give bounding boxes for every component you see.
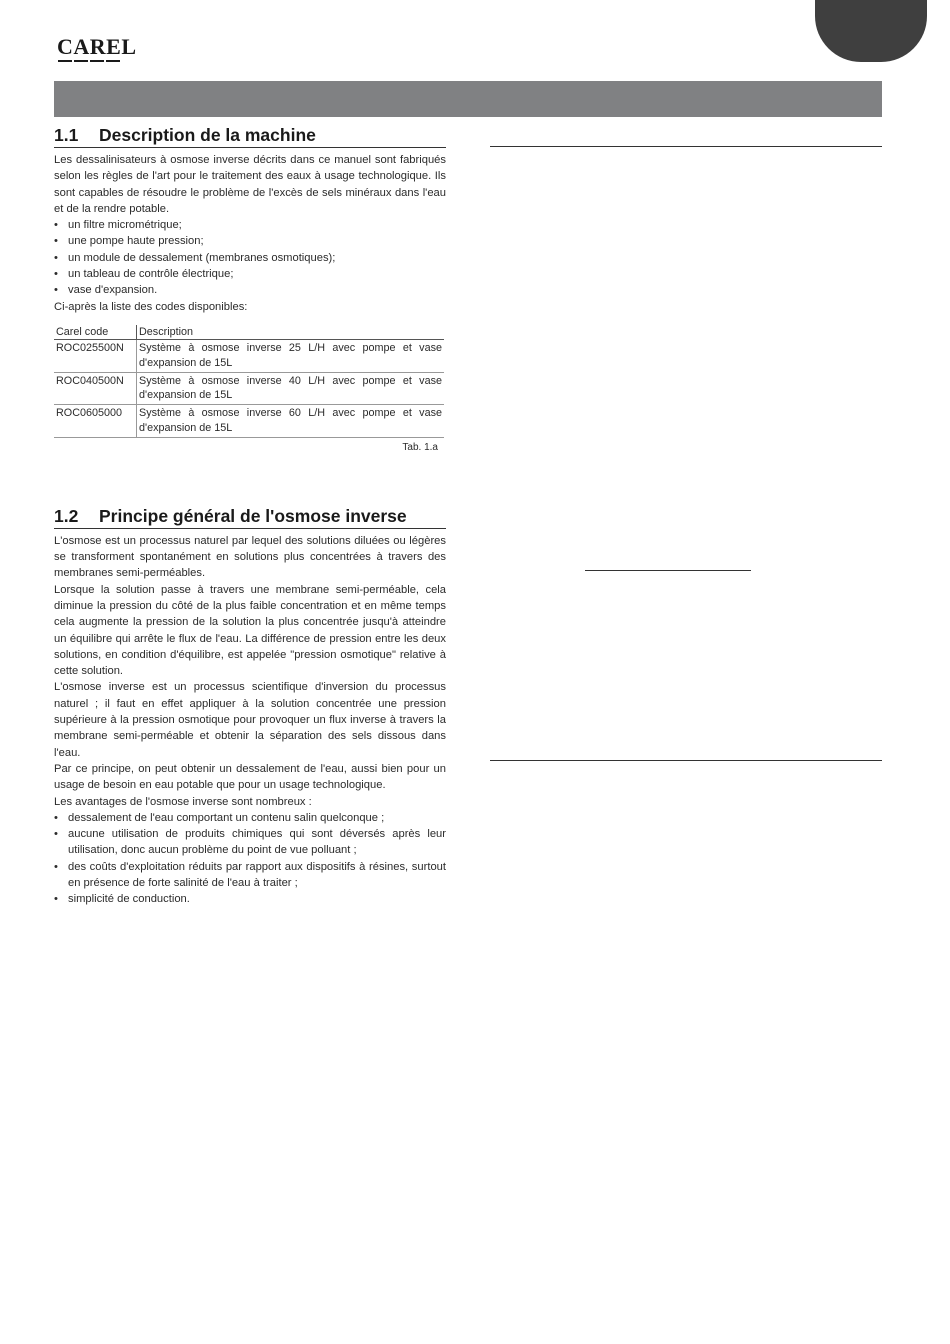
advantages-list [54, 810, 446, 908]
right-column-top-rule [490, 146, 882, 147]
table-cell-code: ROC040500N [54, 372, 137, 405]
list-item: • un module de dessalement (membranes osmotiques); [54, 250, 446, 266]
table-cell-code: ROC025500N [54, 339, 137, 372]
paragraph: L'osmose inverse est un processus scientifique d'inversion du processus naturel ; il faut en effet appliquer à la solution concentrée une pression supérieure à la pression osmotique pour provoquer un flux inverse à travers la membrane semi-perméable et obtenir la séparation des sels dissous dans l'eau. [54, 681, 446, 759]
section-number: 1.1 [54, 125, 79, 145]
section-1-2 [54, 505, 446, 908]
section-1-1-intro: Les dessalinisateurs à osmose inverse décrits dans ce manuel sont fabriqués selon les règles de l'art pour le traitement des eaux à usage technologique. Ils sont capables de résoudre le problème de l'excès de sels minéraux dans l'eau et de la rendre potable. [54, 154, 446, 215]
table-cell-code: ROC0605000 [54, 405, 137, 438]
table-row [54, 339, 444, 372]
right-column-bottom-rule [490, 760, 882, 761]
list-item: • une pompe haute pression; [54, 233, 446, 249]
list-item: • dessalement de l'eau comportant un contenu salin quelconque ; [54, 810, 446, 826]
table-row [54, 405, 444, 438]
list-item: • un tableau de contrôle électrique; [54, 266, 446, 282]
section-1-1-heading [54, 124, 446, 148]
list-item: • aucune utilisation de produits chimiques qui sont déversés après leur utilisation, donc aucun problème du point de vue polluant ; [54, 826, 446, 859]
list-item: • des coûts d'exploitation réduits par rapport aux dispositifs à résines, surtout en présence de forte salinité de l'eau à traiter ; [54, 859, 446, 892]
paragraph: Les avantages de l'osmose inverse sont nombreux : [54, 795, 312, 808]
table-caption: Tab. 1.a [402, 441, 438, 453]
list-item: • un filtre micrométrique; [54, 217, 446, 233]
chapter-corner-tab [815, 0, 927, 62]
left-column [54, 124, 446, 908]
section-1-2-heading [54, 505, 446, 529]
paragraph: Par ce principe, on peut obtenir un dessalement de l'eau, aussi bien pour un usage de besoin en eau potable que pour un usage technologique. [54, 762, 446, 792]
table-header-code: Carel code [54, 325, 137, 340]
table-header-description: Description [137, 325, 445, 340]
section-title-text: Description de la machine [99, 125, 316, 145]
logo-underline [58, 60, 122, 62]
list-item: • simplicité de conduction. [54, 891, 446, 907]
table-cell-description: Système à osmose inverse 25 L/H avec pompe et vase d'expansion de 15L [137, 339, 445, 372]
codes-table [54, 325, 444, 438]
carel-logo: CAREL [57, 34, 137, 59]
paragraph: Lorsque la solution passe à travers une membrane semi-perméable, cela diminue la pression du côté de la plus faible concentration et en même temps cela augmente la pression de la solution la plus concentrée jusqu'à atteindre un équilibre qui arrête le flux de l'eau. La différence de pression entre les deux solutions, en condition d'équilibre, est appelée "pression osmotique" relative à cette solution. [54, 583, 446, 678]
right-column-mid-rule [585, 570, 751, 571]
chapter-header-band [54, 81, 882, 117]
component-list [54, 217, 446, 298]
paragraph: L'osmose est un processus naturel par lequel des solutions diluées ou légères se transforment spontanément en solutions plus concentrées à travers des membranes semi-perméables. [54, 534, 446, 580]
section-title-text: Principe général de l'osmose inverse [99, 505, 407, 526]
section-number: 1.2 [54, 505, 79, 526]
codes-list-intro: Ci-après la liste des codes disponibles: [54, 300, 248, 313]
table-cell-description: Système à osmose inverse 60 L/H avec pompe et vase d'expansion de 15L [137, 405, 445, 438]
table-row [54, 372, 444, 405]
table-cell-description: Système à osmose inverse 40 L/H avec pompe et vase d'expansion de 15L [137, 372, 445, 405]
list-item: • vase d'expansion. [54, 282, 446, 298]
